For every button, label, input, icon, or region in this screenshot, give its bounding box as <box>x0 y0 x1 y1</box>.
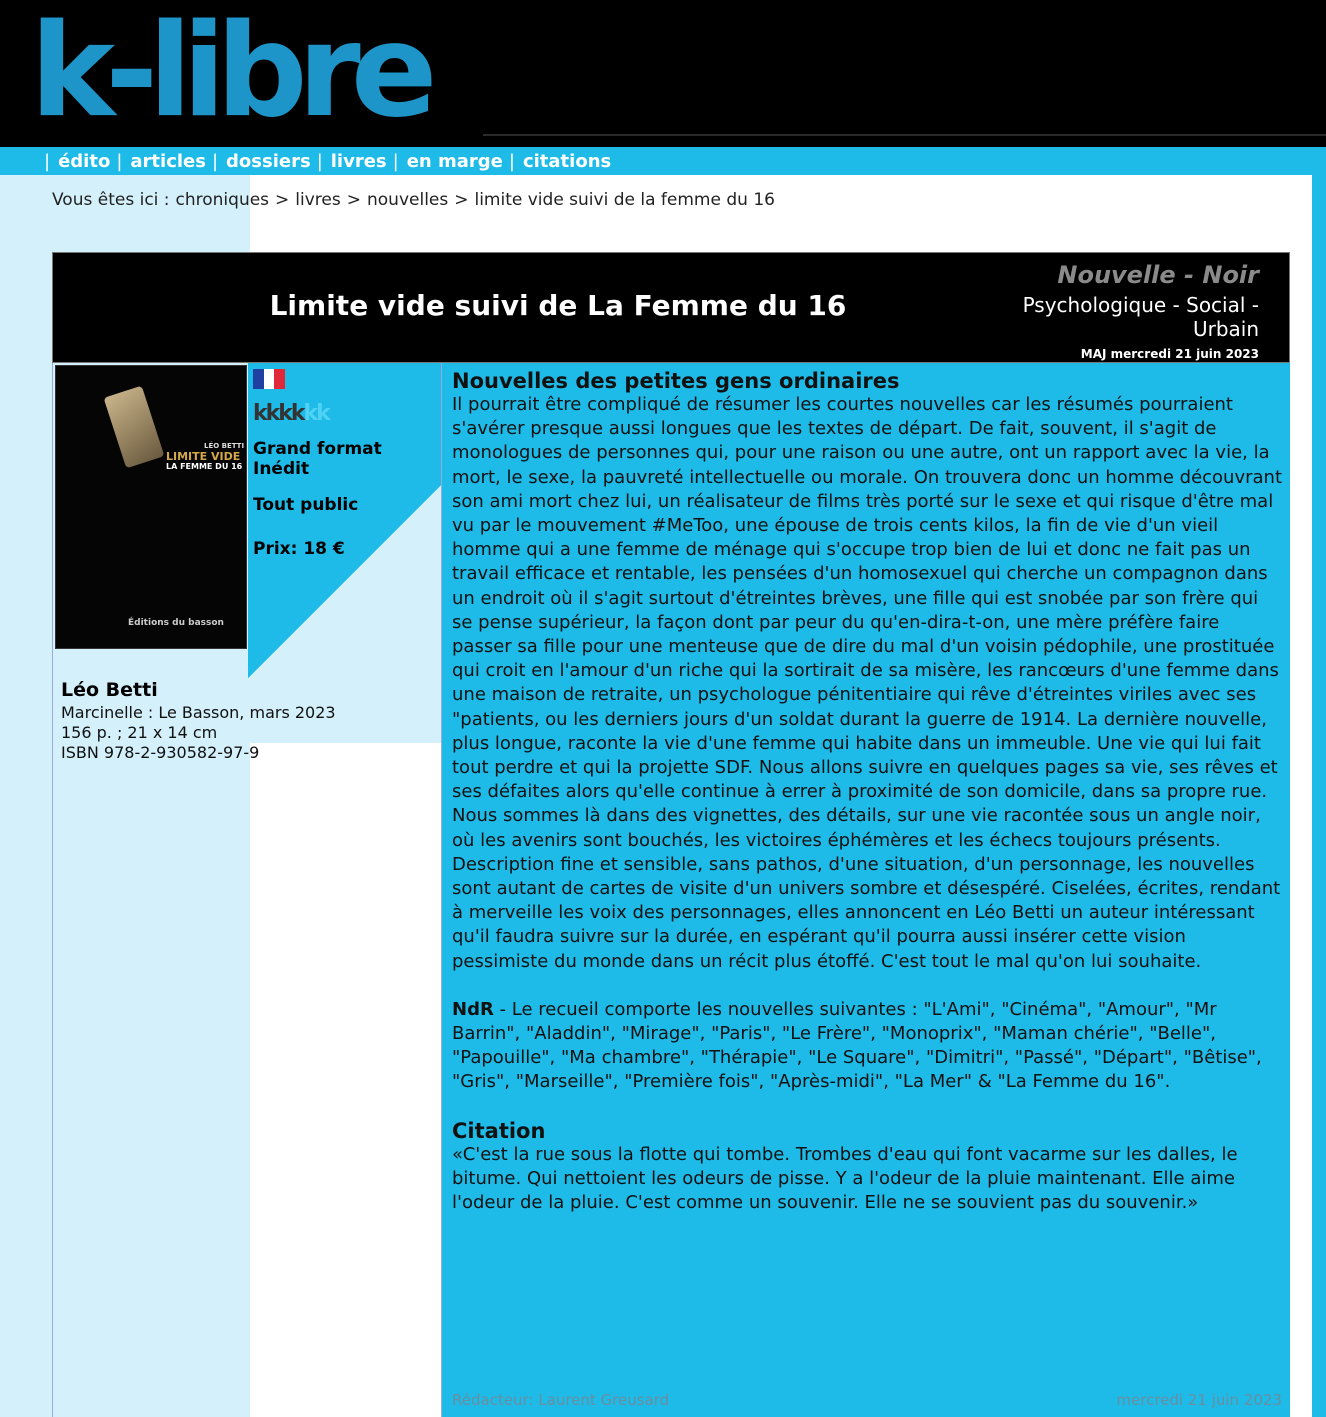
breadcrumb-current: limite vide suivi de la femme du 16 <box>474 190 775 210</box>
review-column <box>441 363 1290 1417</box>
breadcrumb-separator: > <box>454 190 469 210</box>
editor-credit[interactable]: Rédacteur: Laurent Greusard <box>452 1391 670 1409</box>
subgenre-label: Psychologique - Social - Urbain <box>1022 293 1259 341</box>
audience-label: Tout public <box>253 495 359 515</box>
moth-illustration <box>104 386 165 469</box>
nav-separator: | <box>316 150 323 172</box>
citation-heading: Citation <box>452 1118 546 1143</box>
ndr-paragraph <box>452 998 1282 1095</box>
right-border-strip <box>1312 175 1326 1417</box>
author-name[interactable]: Léo Betti <box>61 679 158 701</box>
breadcrumb-item-chroniques[interactable]: chroniques <box>175 190 270 210</box>
isbn-line: ISBN 978-2-930582-97-9 <box>61 743 260 762</box>
main-nav <box>0 147 1326 175</box>
cover-title: LIMITE VIDE <box>166 450 241 463</box>
edition-label: Inédit <box>253 459 310 479</box>
breadcrumb-item-nouvelles[interactable]: nouvelles <box>367 190 449 210</box>
nav-item-livres[interactable]: livres <box>330 150 387 172</box>
cover-subtitle: LA FEMME DU 16 <box>166 462 243 471</box>
review-body: Il pourrait être compliqué de résumer les courtes nouvelles car les résumés pourraient s'avérer presque aussi longues que les textes de départ. De fait, souvent, il s'agit de monologues de personnes qui, pour une raison ou une autre, ont un rapport avec la vie, la mort, le sexe, la pauvreté intellectuelle ou morale. On trouvera donc un homme découvrant son ami mort chez lui, un réalisateur de films très porté sur le sexe et qui risque d'être mal vu par le mouvement #MeToo, une épouse de trois cents kilos, la fin de vie d'un vieil homme qui a une femme de ménage qui s'occupe trop bien de lui et donc ne fait pas un travail efficace et rentable, les pensées d'un homosexuel qui cherche un compagnon dans un endroit où il s'agit surtout d'étreintes brèves, une fille qui est snobée par son frère qui se pense supérieur, la façon dont par peur du qu'en-dira-t-on, une mère préfère faire passer sa fille pour une menteuse que de dire du mal d'un voisin pédophile, une prostituée qui croit en l'amour d'un riche qui la sortirait de sa misère, les rancœurs d'une femme dans une maison de retraite, un psychologue pénitentiaire qui rêve d'étreintes viriles avec ses "patients, ou les derniers jours d'un soldat durant la guerre de 1914. La dernière nouvelle, plus longue, raconte la vie d'une femme qui habite dans un immeuble. Une vie qui lui fait tout perdre et qui la projette SDF. Nous allons suivre en quelques pages sa vie, ses rêves et ses défaites alors qu'elle continue à errer à proximité de son domicile, dans sa propre rue. Nous sommes là dans des vignettes, des détails, sur une vie racontée sous un angle noir, où les avenirs sont bouchés, les victoires éphémères et les échecs toujours présents. Description fine et sensible, sans pathos, d'une situation, d'un personnage, les nouvelles sont autant de cartes de visite d'un univers sombre et désespéré. Ciselées, écrites, rendant à merveille les voix des personnages, elles annoncent en Léo Betti un auteur intéressant qu'il faudra suivre sur la durée, en espérant qu'il pourra aussi insérer cette vision pessimiste du monde dans un récit plus étoffé. C'est tout le mal qu'on lui souhaite. <box>452 394 1283 972</box>
ndr-label: NdR <box>452 998 494 1020</box>
breadcrumb-separator: > <box>346 190 361 210</box>
review-panel <box>52 252 1290 1417</box>
review-content <box>452 369 1282 1215</box>
review-heading: Nouvelles des petites gens ordinaires <box>452 369 900 393</box>
price-label: Prix: 18 € <box>253 539 345 559</box>
nav-item-articles[interactable]: articles <box>130 150 206 172</box>
book-cover[interactable] <box>55 365 247 649</box>
nav-item-edito[interactable]: édito <box>58 150 111 172</box>
review-footer <box>452 1391 1282 1409</box>
nav-item-dossiers[interactable]: dossiers <box>226 150 311 172</box>
book-info-column <box>52 363 440 1417</box>
format-label: Grand format <box>253 439 382 459</box>
nav-separator: | <box>44 150 51 172</box>
nav-separator: | <box>116 150 123 172</box>
logo-area <box>0 0 483 147</box>
genre-label: Nouvelle - Noir <box>1057 261 1259 289</box>
breadcrumb-separator: > <box>275 190 290 210</box>
site-logo[interactable]: k-libre <box>30 0 428 146</box>
breadcrumb-item-livres[interactable]: livres <box>295 190 341 210</box>
review-date: mercredi 21 juin 2023 <box>1116 1391 1282 1409</box>
title-bar <box>52 252 1290 363</box>
rating-icon: kkkkkk <box>253 401 329 426</box>
update-date: MAJ mercredi 21 juin 2023 <box>1080 347 1259 361</box>
format-info <box>253 439 438 479</box>
pages-line: 156 p. ; 21 x 14 cm <box>61 723 218 742</box>
cover-publisher: Éditions du basson <box>128 618 224 628</box>
citation-text: «C'est la rue sous la flotte qui tombe. Trombes d'eau qui font vacarme sur les dalles, le bitume. Qui nettoient les odeurs de pisse. Y a l'odeur de la pluie maintenant. Elle aime l'odeur de la pluie. C'est comme un souvenir. Elle ne se souvient pas du souvenir.» <box>452 1143 1238 1214</box>
nav-separator: | <box>392 150 399 172</box>
nav-item-citations[interactable]: citations <box>522 150 612 172</box>
french-flag-icon <box>253 369 285 389</box>
breadcrumb <box>52 190 775 210</box>
site-header <box>0 0 1326 147</box>
nav-separator: | <box>211 150 219 172</box>
page-title: Limite vide suivi de La Femme du 16 <box>269 289 847 322</box>
header-banner <box>483 0 1326 136</box>
cover-author: LÉO BETTI <box>204 442 245 450</box>
publication-info <box>61 703 336 763</box>
publisher-line: Marcinelle : Le Basson, mars 2023 <box>61 703 336 722</box>
breadcrumb-prefix: Vous êtes ici : <box>52 190 170 210</box>
ndr-text: - Le recueil comporte les nouvelles suivantes : "L'Ami", "Cinéma", "Amour", "Mr Barrin", "Aladdin", "Mirage", "Paris", "Le Frère", "Monoprix", "Maman chérie", "Belle", "Papouille", "Ma chambre", "Thérapie", "Le Square", "Dimitri", "Passé", "Départ", "Bêtise", "Gris", "Marseille", "Première fois", "Après-midi", "La Mer" & "La Femme du 16". <box>452 998 1262 1093</box>
nav-separator: | <box>508 150 515 172</box>
nav-item-en-marge[interactable]: en marge <box>406 150 503 172</box>
